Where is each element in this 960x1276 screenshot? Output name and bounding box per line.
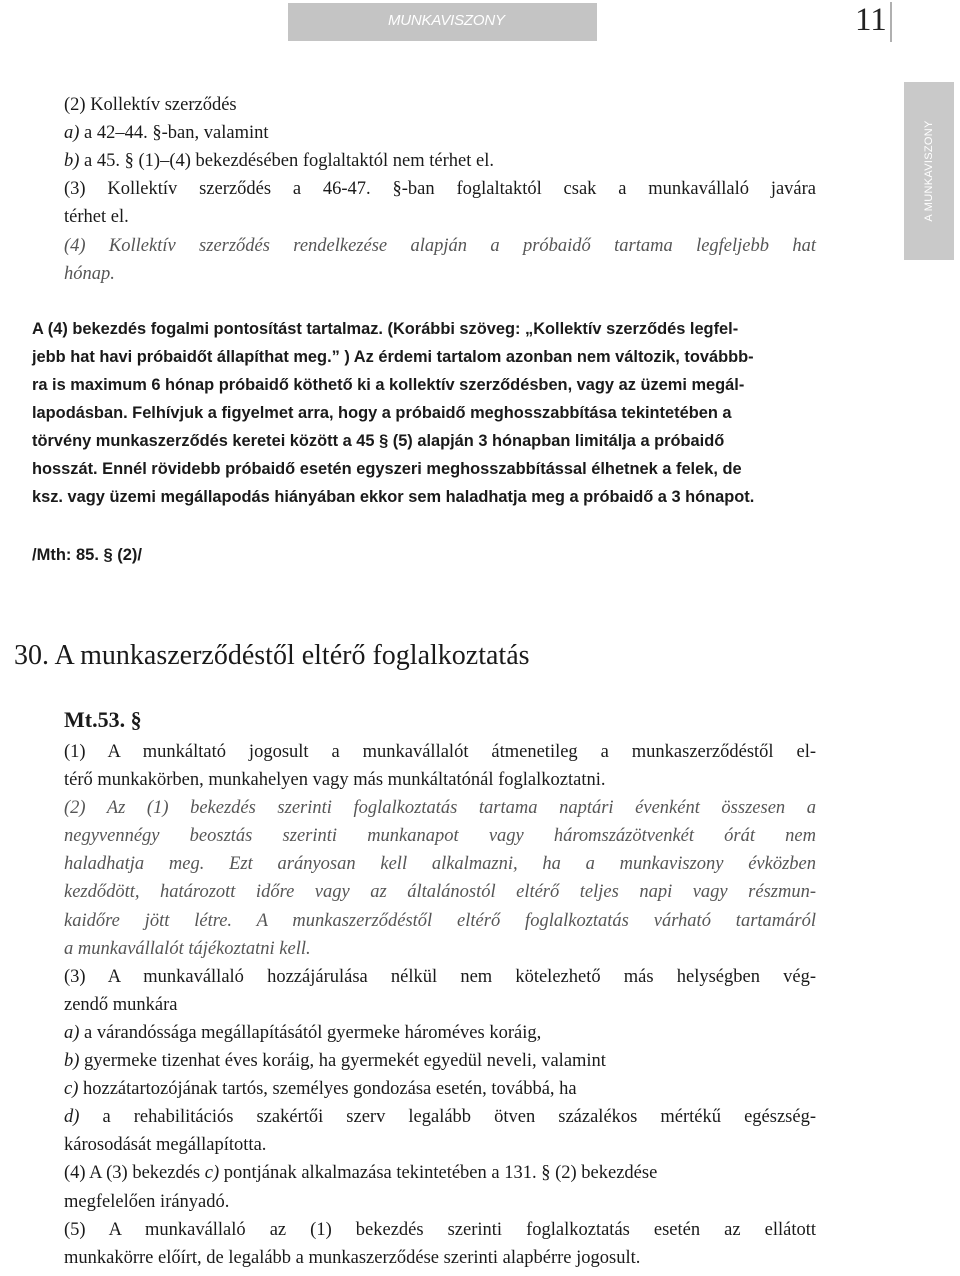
statute-body [64, 738, 816, 1272]
statute-line: (3) Kollektív szerződés a 46-47. §-ban foglaltaktól csak a munkavállaló javára [64, 179, 816, 199]
statute-line-italic: kaidőre jött létre. A munkaszerződéstől eltérő foglalkoztatás várható tartamáról [64, 910, 816, 931]
statute-line: munkakörre előírt, de legalább a munkaszerződése szerinti alapbérre jogosult. [64, 1247, 641, 1268]
statute-line-italic: haladhatja meg. Ezt arányosan kell alkalmazni, ha a munkaviszony évközben [64, 854, 816, 875]
statute-line: (1) A munkáltató jogosult a munkavállalót átmenetileg a munkaszerződéstől el- [64, 742, 816, 762]
statute-line: (5) A munkavállaló az (1) bekezdés szerinti foglalkoztatás esetén az ellátott [64, 1219, 816, 1240]
commentary-line: jebb hat havi próbaidőt állapíthat meg.” ) Az érdemi tartalom azonban nem változik, továbbb- [32, 348, 754, 366]
commentary-line: törvény munkaszerződés keretei között a 45 § (5) alapján 3 hónapban limitálja a próbaidő [32, 432, 725, 450]
commentary-block [32, 315, 848, 511]
article-reference: Mt.53. § [64, 707, 142, 732]
statute-line: (3) A munkavállaló hozzájárulása nélkül nem kötelezhető más helységben vég- [64, 966, 816, 987]
commentary-line: hosszát. Ennél rövidebb próbaidő esetén egyszeri meghosszabbítással élhetnek a felek, de [32, 460, 742, 478]
statute-line-italic: (2) Az (1) bekezdés szerinti foglalkoztatás tartama naptári évenként összesen a [64, 798, 816, 819]
statute-line: (2) Kollektív szerződés [64, 95, 237, 115]
list-item: a) a várandóssága megállapításától gyermeke hároméves koráig, [64, 1022, 542, 1043]
statute-line-italic: negyvennégy beosztás szerinti munkanapot vagy háromszázötvenkét órát nem [64, 826, 816, 847]
statute-line: térő munkakörben, munkahelyen vagy más munkáltatónál foglalkoztatni. [64, 770, 606, 791]
statute-line-italic: hónap. [64, 264, 115, 284]
chapter-side-tab [904, 82, 954, 260]
list-item: c) hozzátartozójának tartós, személyes gondozása esetén, továbbá, ha [64, 1079, 577, 1100]
commentary-line: A (4) bekezdés fogalmi pontosítást tartalmaz. (Korábbi szöveg: „Kollektív szerződés legfel- [32, 320, 739, 338]
commentary-line: ra is maximum 6 hónap próbaidő köthető ki a kollektív szerződésben, vagy az üzemi megál- [32, 376, 745, 394]
mth-reference: /Mth: 85. § (2)/ [32, 546, 143, 564]
list-item: d) a rehabilitációs szakértői szerv legalább ötven százalékos mértékű egészség- [64, 1107, 816, 1128]
statute-line-italic: kezdődött, határozott időre vagy az általánostól eltérő teljes napi vagy részmun- [64, 882, 816, 903]
statute-line: megfelelően irányadó. [64, 1191, 230, 1212]
statute-line-italic: (4) Kollektív szerződés rendelkezése alapján a próbaidő tartama legfeljebb hat [64, 236, 816, 256]
statute-line: károsodását megállapította. [64, 1135, 267, 1156]
statute-line: a) a 42–44. §-ban, valamint [64, 123, 269, 143]
statute-line: b) a 45. § (1)–(4) bekezdésében foglaltaktól nem térhet el. [64, 151, 494, 171]
commentary-line: ksz. vagy üzemi megállapodás hiányában ekkor sem haladhatja meg a próbaidő a 3 hónapot. [32, 488, 755, 506]
running-header-label: MUNKAVISZONY [388, 12, 505, 29]
statute-line: (4) A (3) bekezdés c) pontjának alkalmazása tekintetében a 131. § (2) bekezdése [64, 1163, 658, 1184]
header-divider [890, 2, 892, 42]
statute-line: zendő munkára [64, 994, 178, 1015]
chapter-side-tab-label: A MUNKAVISZONY [923, 120, 935, 222]
list-item: b) gyermeke tizenhat éves koráig, ha gyermekét egyedül neveli, valamint [64, 1051, 606, 1072]
section-heading: 30. A munkaszerződéstől eltérő foglalkoztatás [14, 640, 530, 671]
statute-line: térhet el. [64, 207, 129, 227]
page-number: 11 [855, 2, 887, 38]
commentary-line: lapodásban. Felhívjuk a figyelmet arra, hogy a próbaidő meghosszabbítása tekintetében a [32, 404, 732, 422]
statute-line-italic: a munkavállalót tájékoztatni kell. [64, 938, 311, 959]
